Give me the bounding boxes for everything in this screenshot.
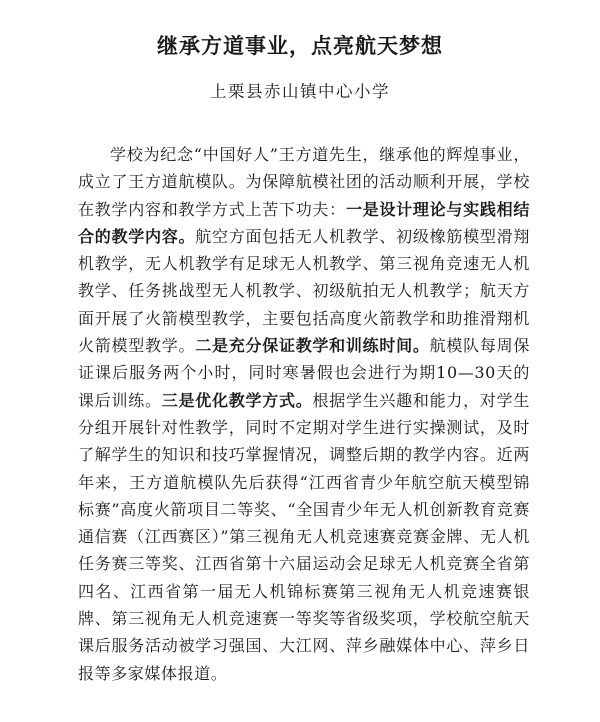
body-paragraph <box>78 141 530 687</box>
text-run: 航空方面包括无人机教学、初级橡筋模型滑翔机教学，无人机教学有足球无人机教学、第三视角竞速无人机教学、任务挑战型无人机教学、初级航拍无人机教学；航天方面开展了火箭模型教学，主要包括高度火箭教学和助推滑翔机火箭模型教学。 <box>78 226 530 356</box>
bold-text-run: 三是优化教学方式。 <box>161 390 313 410</box>
bold-text-run: 二是充分保证教学和训练时间。 <box>195 336 430 356</box>
bold-text-run: 一是设计理论与实践相结合的教学内容。 <box>78 199 530 246</box>
text-run: 根据学生兴趣和能力，对学生分组开展针对性教学，同时不定期对学生进行实操测试，及时了解学生的知识和技巧掌握情况，调整后期的教学内容。近两年来，王方道航模队先后获得“江西省青少年航空航天模型锦标赛”高度火箭项目二等奖、“全国青少年无人机创新教育竞赛通信赛（江西赛区）”第三视角无人机竞速赛竞赛金牌、无人机任务赛三等奖、江西省第十六届运动会足球无人机竞赛全省第四名、江西省第一届无人机锦标赛第三视角无人机竞速赛银牌、第三视角无人机竞速赛一等奖等省级奖项，学校航空航天课后服务活动被学习强国、大江网、萍乡融媒体中心、萍乡日报等多家媒体报道。 <box>78 390 530 683</box>
article-subtitle: 上栗县赤山镇中心小学 <box>210 82 390 101</box>
article-body <box>78 141 530 687</box>
article-title: 继承方道事业，点亮航天梦想 <box>157 33 443 58</box>
text-run: 航模队每周保证课后服务两个小时，同时寒暑假也会进行为期10—30天的课后训练。 <box>78 336 530 410</box>
text-run: 学校为纪念“中国好人”王方道先生，继承他的辉煌事业，成立了王方道航模队。为保障航模社团的活动顺利开展，学校在教学内容和教学方式上苦下功夫： <box>78 145 530 219</box>
